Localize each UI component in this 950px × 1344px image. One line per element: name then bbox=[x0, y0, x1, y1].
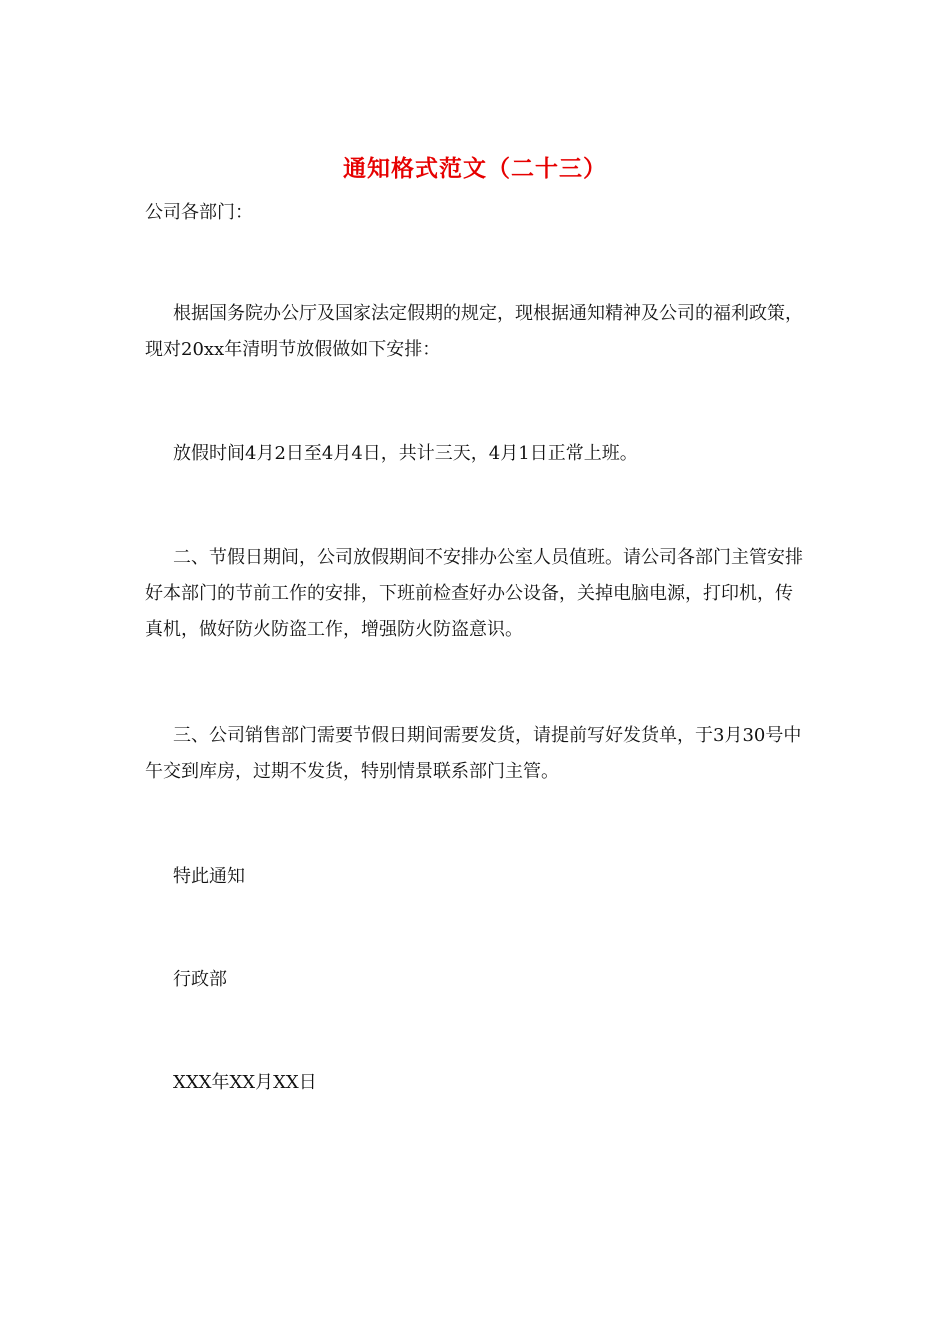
paragraph-2: 放假时间4月2日至4月4日，共计三天，4月1日正常上班。 bbox=[173, 443, 638, 464]
paragraph-4: 三、公司销售部门需要节假日期间需要发货，请提前写好发货单，于3月30号中午交到库房，过期不发货，特别情景联系部门主管。 bbox=[145, 725, 802, 782]
salutation: 公司各部门： bbox=[145, 202, 253, 223]
document-title: 通知格式范文（二十三） bbox=[343, 155, 607, 182]
paragraph-1: 根据国务院办公厅及国家法定假期的规定，现根据通知精神及公司的福利政策，现对20xx年清明节放假做如下安排： bbox=[145, 303, 803, 360]
document-date: XXX年XX月XX日 bbox=[173, 1072, 317, 1093]
closing-line: 特此通知 bbox=[173, 866, 245, 887]
department-signature: 行政部 bbox=[173, 969, 227, 990]
paragraph-3: 二、节假日期间，公司放假期间不安排办公室人员值班。请公司各部门主管安排好本部门的节前工作的安排，下班前检查好办公设备，关掉电脑电源，打印机，传真机，做好防火防盗工作，增强防火防盗意识。 bbox=[145, 547, 803, 640]
